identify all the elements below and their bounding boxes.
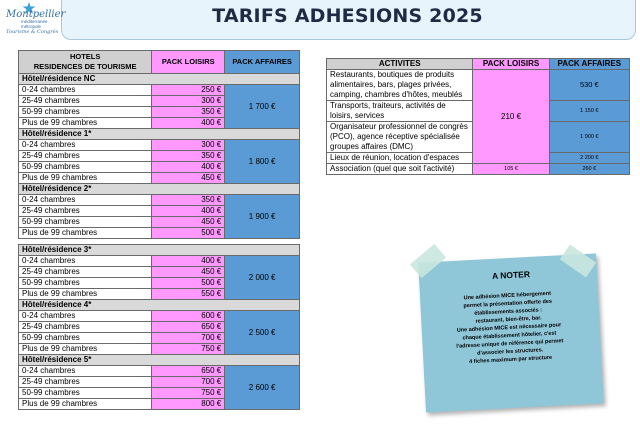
association-row — [327, 164, 630, 175]
logo-tagline: Tourisme & Congrès — [6, 29, 59, 35]
pack-affaires-price: 2 000 € — [225, 256, 300, 300]
activity-label: Lieux de réunion, location d'espaces — [327, 153, 473, 164]
association-loisirs: 105 € — [473, 164, 549, 175]
section-row — [19, 300, 300, 311]
room-range: 50-99 chambres — [19, 333, 152, 344]
room-range: 25-49 chambres — [19, 267, 152, 278]
pack-loisirs-price: 700 € — [152, 333, 225, 344]
pack-loisirs-price: 400 € — [152, 206, 225, 217]
pack-affaires-price: 1 900 € — [225, 195, 300, 239]
pack-affaires-price: 1 700 € — [225, 85, 300, 129]
room-range: 0-24 chambres — [19, 85, 152, 96]
room-range: 0-24 chambres — [19, 256, 152, 267]
section-row — [19, 129, 300, 140]
activity-label: Transports, traiteurs, activités de loisirs, services — [327, 101, 473, 122]
pack-loisirs-price: 400 € — [152, 256, 225, 267]
pack-affaires-price: 530 € — [549, 70, 629, 101]
pack-loisirs-price: 210 € — [473, 70, 549, 164]
activity-row — [327, 70, 630, 101]
section-row — [19, 355, 300, 366]
section-row — [19, 245, 300, 256]
pack-loisirs-price: 650 € — [152, 366, 225, 377]
section-title: Hôtel/résidence 1* — [19, 129, 300, 140]
room-range: 0-24 chambres — [19, 140, 152, 151]
table-row — [19, 85, 300, 96]
room-range: Plus de 99 chambres — [19, 228, 152, 239]
pack-loisirs-price: 250 € — [152, 85, 225, 96]
pack-loisirs-price: 500 € — [152, 278, 225, 289]
section-row — [19, 74, 300, 85]
pack-loisirs-price: 400 € — [152, 162, 225, 173]
association-affaires: 260 € — [549, 164, 629, 175]
table-row — [19, 140, 300, 151]
table-header-row — [19, 51, 300, 74]
pack-affaires-price: 2 600 € — [225, 366, 300, 410]
section-title: Hôtel/résidence 2* — [19, 184, 300, 195]
pack-loisirs-price: 300 € — [152, 140, 225, 151]
room-range: Plus de 99 chambres — [19, 399, 152, 410]
room-range: 0-24 chambres — [19, 195, 152, 206]
section-title: Hôtel/résidence 3* — [19, 245, 300, 256]
pack-loisirs-price: 750 € — [152, 388, 225, 399]
association-label: Association (quel que soit l'activité) — [327, 164, 473, 175]
note-title: A NOTER — [491, 269, 531, 281]
section-title: Hôtel/résidence 4* — [19, 300, 300, 311]
room-range: Plus de 99 chambres — [19, 289, 152, 300]
header-activites: ACTIVITES — [327, 59, 473, 70]
table-row — [19, 195, 300, 206]
pack-affaires-price: 2 500 € — [225, 311, 300, 355]
pack-loisirs-price: 750 € — [152, 344, 225, 355]
pack-affaires-price: 2 200 € — [549, 153, 629, 164]
pack-loisirs-price: 350 € — [152, 151, 225, 162]
header-hotels — [19, 51, 152, 74]
header-pack-affaires: PACK AFFAIRES — [549, 59, 629, 70]
room-range: 25-49 chambres — [19, 96, 152, 107]
note-card — [412, 246, 612, 412]
pack-loisirs-price: 300 € — [152, 96, 225, 107]
section-title: Hôtel/résidence NC — [19, 74, 300, 85]
room-range: 50-99 chambres — [19, 162, 152, 173]
pack-affaires-price: 1 150 € — [549, 101, 629, 122]
pack-loisirs-price: 550 € — [152, 289, 225, 300]
pack-affaires-price: 1 900 € — [549, 122, 629, 153]
pack-loisirs-price: 800 € — [152, 399, 225, 410]
section-row — [19, 184, 300, 195]
section-title: Hôtel/résidence 5* — [19, 355, 300, 366]
room-range: 0-24 chambres — [19, 311, 152, 322]
pack-loisirs-price: 450 € — [152, 267, 225, 278]
pack-loisirs-price: 500 € — [152, 228, 225, 239]
room-range: 25-49 chambres — [19, 206, 152, 217]
room-range: 0-24 chambres — [19, 366, 152, 377]
pack-loisirs-price: 700 € — [152, 377, 225, 388]
header-pack-loisirs: PACK LOISIRS — [152, 51, 225, 74]
room-range: 50-99 chambres — [19, 388, 152, 399]
room-range: Plus de 99 chambres — [19, 118, 152, 129]
header-hotels-line2: RESIDENCES DE TOURISME — [33, 62, 137, 71]
pack-loisirs-price: 450 € — [152, 173, 225, 184]
pack-affaires-price: 1 800 € — [225, 140, 300, 184]
pack-loisirs-price: 600 € — [152, 311, 225, 322]
room-range: 50-99 chambres — [19, 278, 152, 289]
room-range: Plus de 99 chambres — [19, 173, 152, 184]
room-range: 25-49 chambres — [19, 322, 152, 333]
table-row — [19, 311, 300, 322]
pack-loisirs-price: 400 € — [152, 118, 225, 129]
room-range: 25-49 chambres — [19, 151, 152, 162]
table-row — [19, 256, 300, 267]
activity-label: Organisateur professionnel de congrès (PCO), agence réceptive spécialisée groupes affaires (DMC) — [327, 122, 473, 153]
page-title: TARIFS ADHESIONS 2025 — [212, 5, 483, 27]
logo-brand: Montpellier — [6, 9, 66, 20]
header-pack-affaires: PACK AFFAIRES — [225, 51, 300, 74]
room-range: 25-49 chambres — [19, 377, 152, 388]
pack-loisirs-price: 450 € — [152, 217, 225, 228]
room-range: 50-99 chambres — [19, 107, 152, 118]
room-range: 50-99 chambres — [19, 217, 152, 228]
header-hotels-line1: HOTELS — [69, 52, 101, 61]
note-text: Une adhésion MICE hébergement permet la présentation offerte des établissements associés : restaurant, bien-être, bar. Une adhésion MICE est nécessaire pour chaque établissement hôtelier, c'est l'adresse unique de référence qui permet d'associer les structures. 4 fiches maximum par structure — [456, 290, 564, 366]
pack-loisirs-price: 350 € — [152, 107, 225, 118]
pack-loisirs-price: 350 € — [152, 195, 225, 206]
table-row — [19, 366, 300, 377]
activities-table — [326, 58, 630, 175]
activities-header-row — [327, 59, 630, 70]
pack-loisirs-price: 650 € — [152, 322, 225, 333]
activity-label: Restaurants, boutiques de produits alimentaires, bars, plages privées, camping, chambres d'hôtes, meublés — [327, 70, 473, 101]
montpellier-logo — [2, 2, 66, 36]
logo-subtitle: méditerranée métropole — [21, 19, 48, 29]
room-range: Plus de 99 chambres — [19, 344, 152, 355]
header-pack-loisirs: PACK LOISIRS — [473, 59, 549, 70]
accommodation-table — [18, 50, 300, 410]
